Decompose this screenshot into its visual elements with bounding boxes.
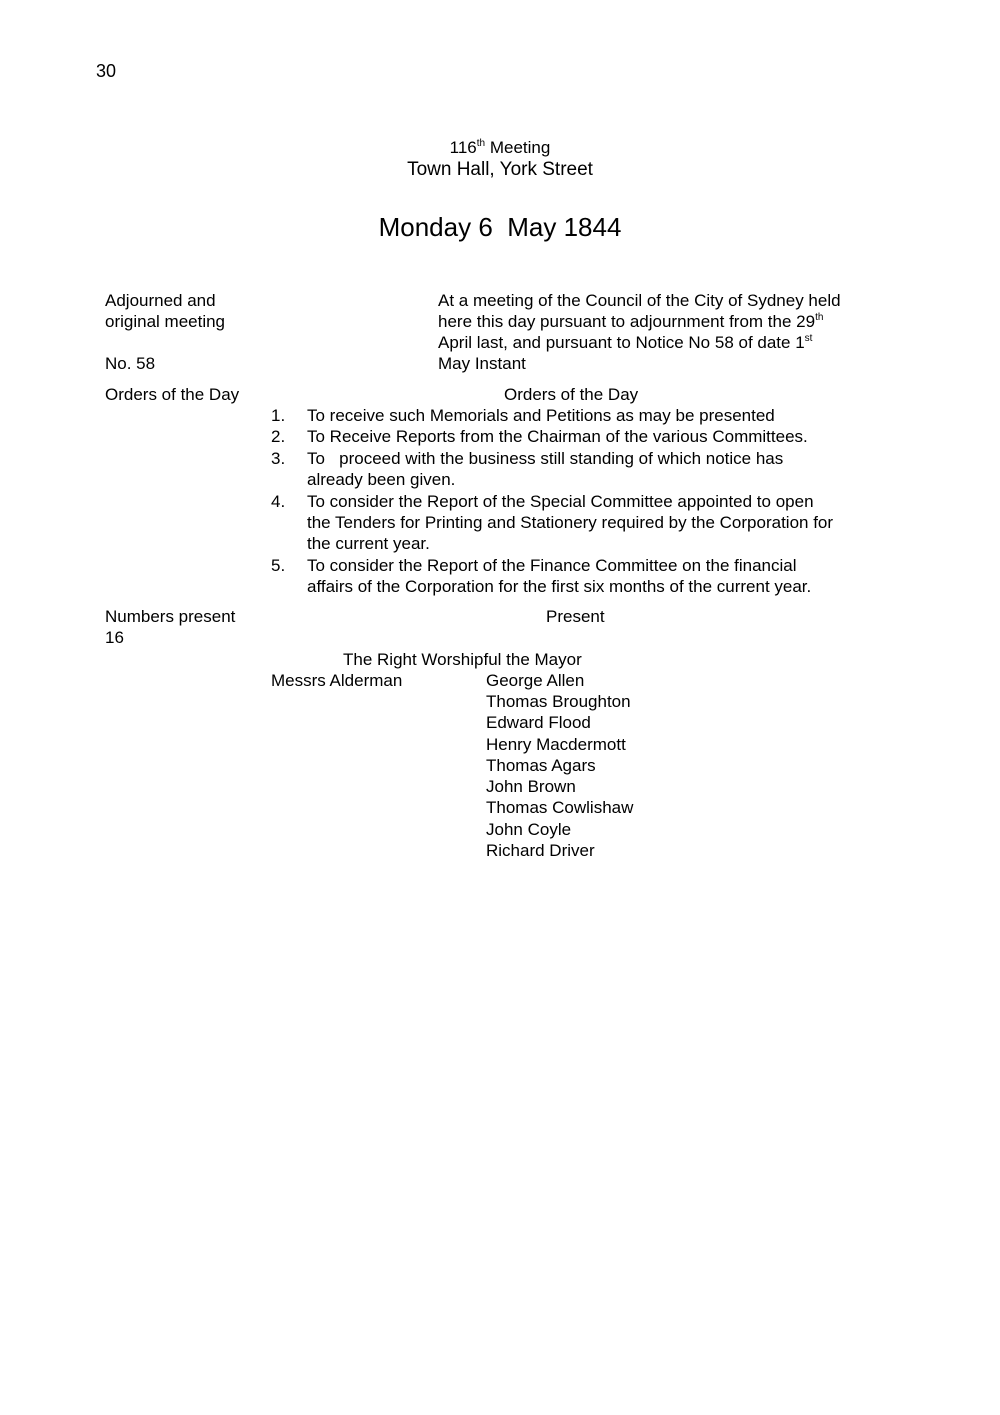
alderman-name: Thomas Broughton xyxy=(486,692,631,711)
intro-line-3-sup: st xyxy=(804,333,813,344)
order-item-4-line-1: To consider the Report of the Special Committee appointed to open xyxy=(307,492,814,511)
meeting-number: 116 xyxy=(449,138,477,157)
margin-note-adjourned-2: original meeting xyxy=(105,312,226,331)
margin-note-numbers-count: 16 xyxy=(105,628,124,647)
alderman-name: Thomas Cowlishaw xyxy=(486,798,634,817)
meeting-location: Town Hall, York Street xyxy=(407,159,593,180)
order-item-2-line-1: To Receive Reports from the Chairman of the various Committees. xyxy=(307,427,808,446)
mayor-line: The Right Worshipful the Mayor xyxy=(343,650,582,669)
margin-note-adjourned-1: Adjourned and xyxy=(105,291,216,310)
margin-note-numbers-present: Numbers present xyxy=(105,607,236,626)
order-number: 5. xyxy=(271,556,286,575)
order-number: 1. xyxy=(271,406,286,425)
alderman-name: Richard Driver xyxy=(486,841,595,860)
intro-line-1: At a meeting of the Council of the City of Sydney held xyxy=(438,291,841,310)
orders-heading: Orders of the Day xyxy=(504,385,639,404)
margin-note-orders: Orders of the Day xyxy=(105,385,240,404)
alderman-name: George Allen xyxy=(486,671,585,690)
margin-note-notice: No. 58 xyxy=(105,354,156,373)
alderman-name: John Coyle xyxy=(486,820,572,839)
order-number: 4. xyxy=(271,492,286,511)
meeting-date: Monday 6 May 1844 xyxy=(378,212,622,242)
order-item-1-line-1: To receive such Memorials and Petitions as may be presented xyxy=(307,406,775,425)
intro-line-2-text: here this day pursuant to adjournment from the 29 xyxy=(438,312,816,331)
meeting-word: Meeting xyxy=(489,138,551,157)
page-number: 30 xyxy=(96,61,117,81)
alderman-name: Thomas Agars xyxy=(486,756,596,775)
order-item-3-line-2: already been given. xyxy=(307,470,456,489)
order-number: 2. xyxy=(271,427,286,446)
intro-line-4: May Instant xyxy=(438,354,526,373)
order-item-4-line-2: the Tenders for Printing and Stationery required by the Corporation for xyxy=(307,513,834,532)
aldermen-label: Messrs Alderman xyxy=(271,671,403,690)
alderman-name: John Brown xyxy=(486,777,576,796)
intro-line-2 xyxy=(438,311,823,332)
alderman-name: Henry Macdermott xyxy=(486,735,626,754)
intro-line-3 xyxy=(438,332,812,353)
intro-line-2-sup: th xyxy=(815,312,824,323)
order-number: 3. xyxy=(271,449,286,468)
present-heading: Present xyxy=(546,607,605,626)
alderman-name: Edward Flood xyxy=(486,713,591,732)
meeting-number-line xyxy=(0,137,1000,158)
order-item-5-line-2: affairs of the Corporation for the first six months of the current year. xyxy=(307,577,812,596)
intro-line-3-text: April last, and pursuant to Notice No 58 of date 1 xyxy=(438,333,805,352)
order-item-3-line-1: To proceed with the business still standing of which notice has xyxy=(307,449,784,468)
order-item-5-line-1: To consider the Report of the Finance Committee on the financial xyxy=(307,556,797,575)
order-item-4-line-3: the current year. xyxy=(307,534,430,553)
meeting-number-suffix: th xyxy=(476,138,486,149)
